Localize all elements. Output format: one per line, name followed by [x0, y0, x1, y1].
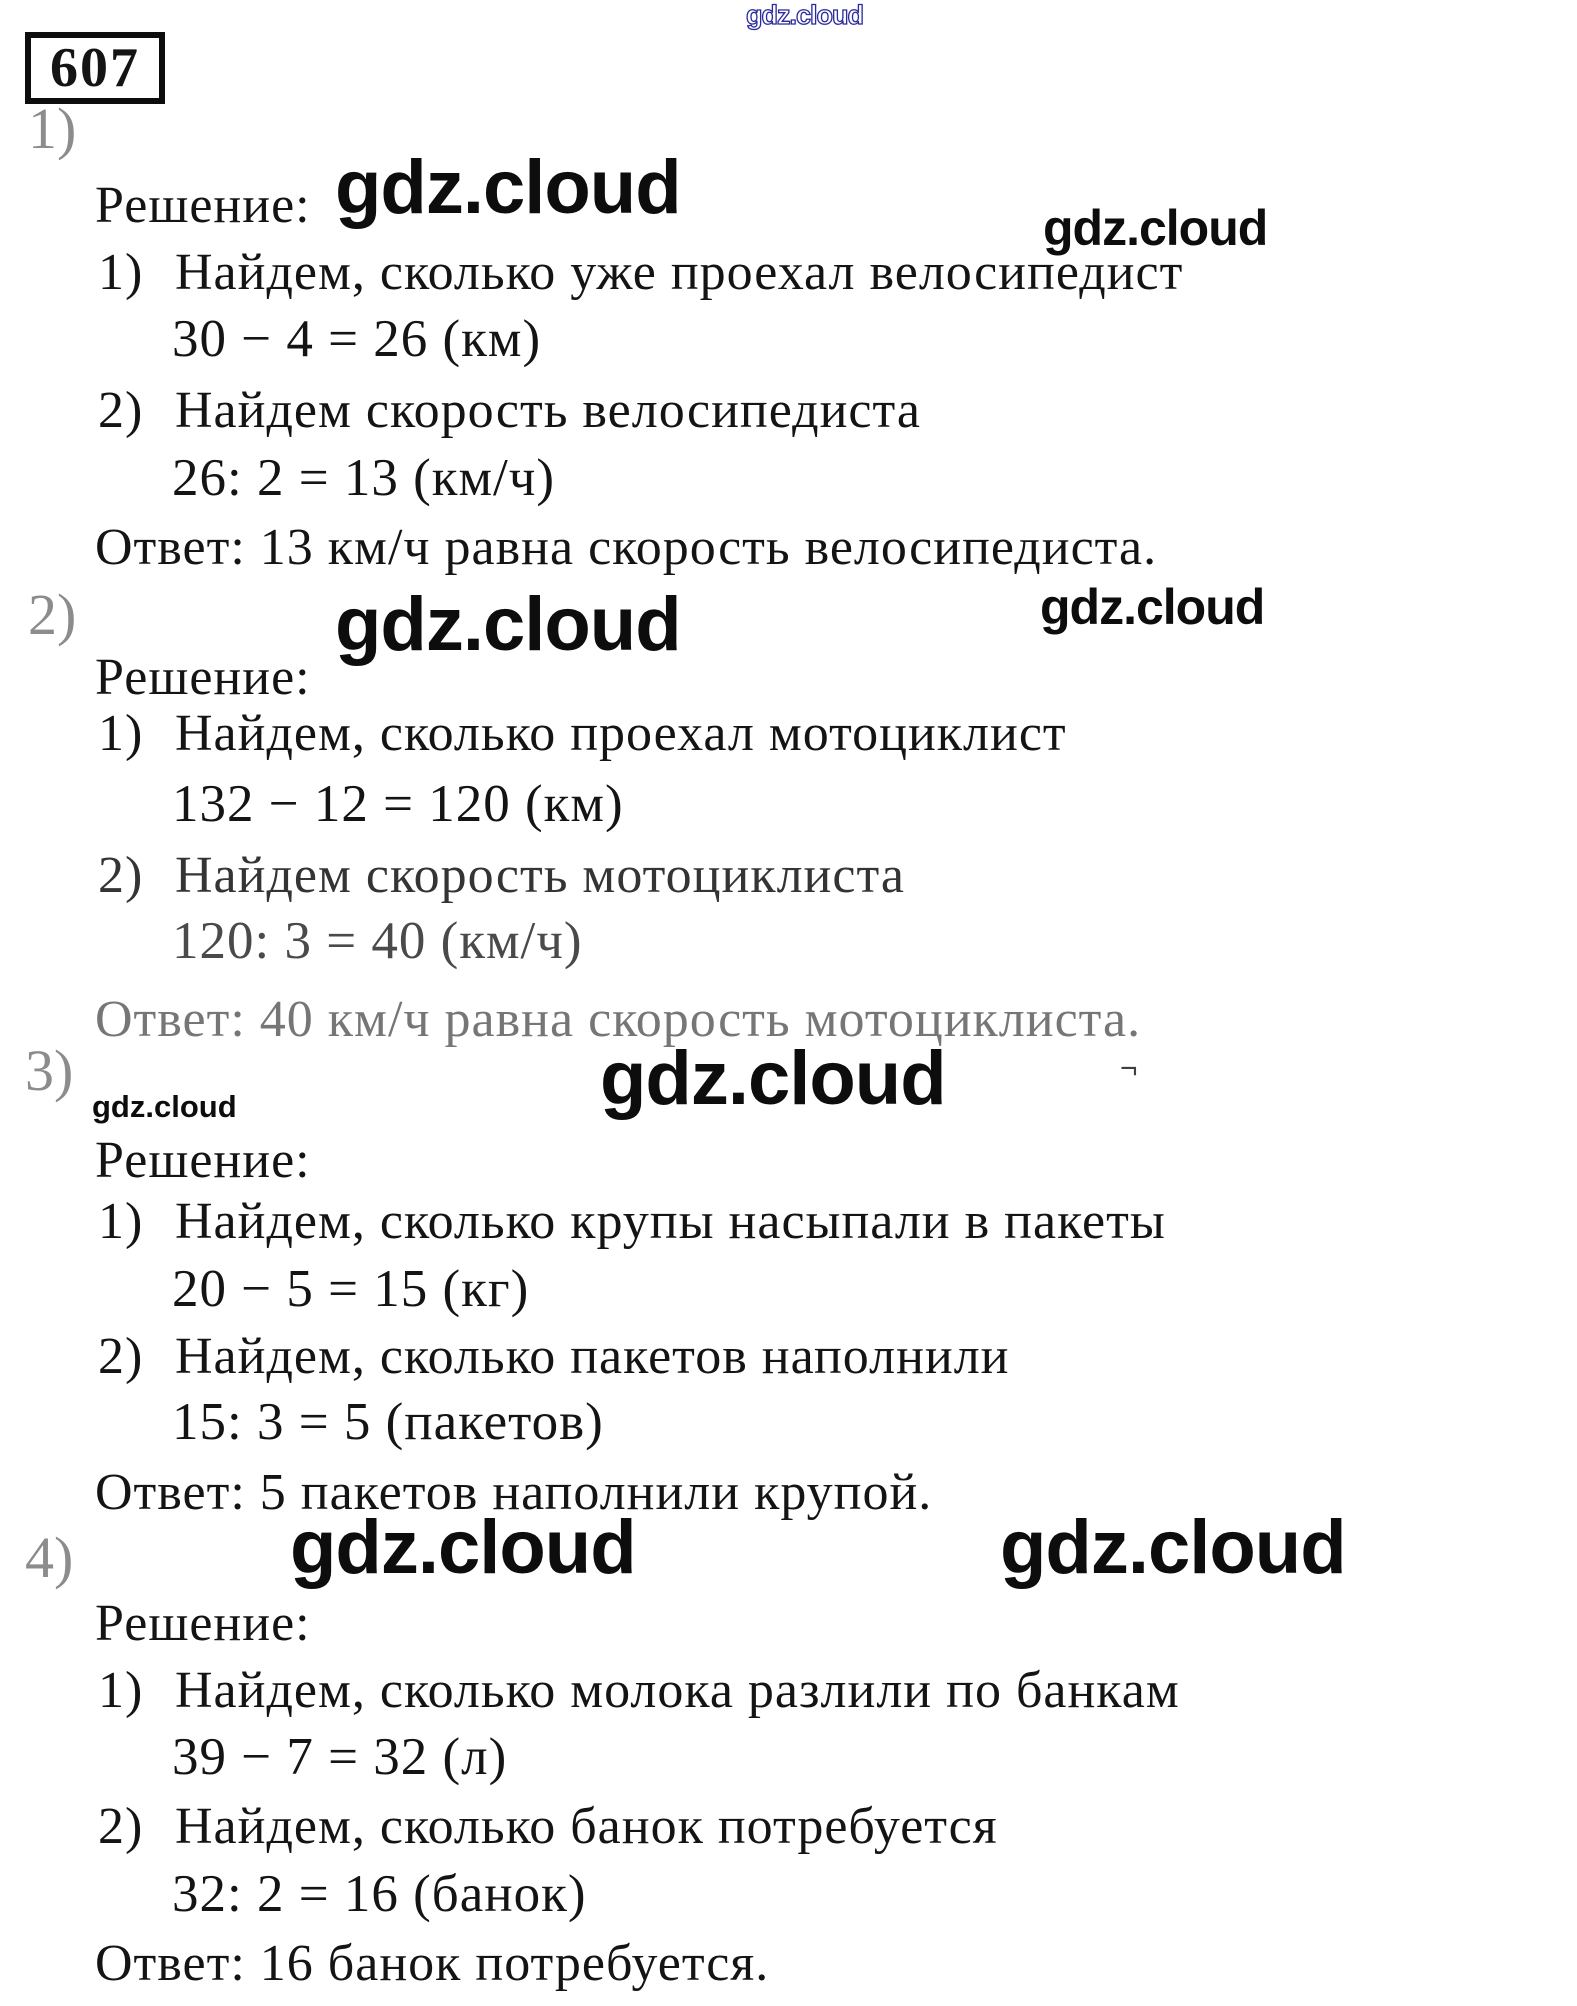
- step-text: Найдем скорость велосипедиста: [175, 382, 921, 439]
- step-number: 1): [98, 244, 144, 301]
- watermark-gdzcloud-section4-right: gdz.cloud: [1000, 1505, 1346, 1590]
- section-3-solution-label: Решение:: [95, 1132, 311, 1189]
- watermark-gdzcloud-section1-big: gdz.cloud: [335, 145, 681, 230]
- step-number: 1): [98, 1662, 144, 1719]
- section-2-expression-1: 132 − 12 = 120 (км): [172, 775, 624, 833]
- section-3-step-2: [98, 1328, 1010, 1385]
- section-3-step-1: [98, 1193, 1166, 1250]
- section-2-step-2: [98, 847, 905, 904]
- watermark-gdzcloud-section3-small: gdz.cloud: [92, 1089, 237, 1124]
- step-number: 2): [98, 847, 144, 904]
- step-text: Найдем скорость мотоциклиста: [175, 847, 905, 904]
- watermark-gdzcloud-top-icon: gdz.cloud: [746, 0, 863, 30]
- step-number: 1): [98, 1193, 144, 1250]
- section-4-solution-label: Решение:: [95, 1595, 311, 1652]
- step-text: Найдем, сколько крупы насыпали в пакеты: [175, 1193, 1166, 1250]
- section-2-marker: 2): [28, 582, 77, 647]
- section-1-solution-label: Решение:: [95, 177, 311, 234]
- section-1-expression-1: 30 − 4 = 26 (км): [172, 310, 542, 368]
- section-1-step-2: [98, 382, 921, 439]
- section-1-marker: 1): [28, 96, 77, 161]
- watermark-gdzcloud-section4-left: gdz.cloud: [290, 1505, 636, 1590]
- step-text: Найдем, сколько молока разлили по банкам: [175, 1662, 1180, 1719]
- section-4-expression-1: 39 − 7 = 32 (л): [172, 1728, 508, 1786]
- section-3-marker: 3): [25, 1038, 74, 1103]
- problem-number-box: [25, 32, 165, 104]
- step-text: Найдем, сколько банок потребуется: [175, 1798, 998, 1855]
- section-4-step-1: [98, 1662, 1180, 1719]
- step-text: Найдем, сколько проехал мотоциклист: [175, 705, 1067, 762]
- watermark-gdzcloud-section2-big: gdz.cloud: [335, 582, 681, 667]
- step-number: 2): [98, 1798, 144, 1855]
- section-1-answer: Ответ: 13 км/ч равна скорость велосипедиста.: [95, 519, 1158, 576]
- section-1-expression-2: 26: 2 = 13 (км/ч): [172, 449, 556, 507]
- step-number: 2): [98, 382, 144, 439]
- watermark-gdzcloud-section3-big: gdz.cloud: [600, 1036, 946, 1121]
- watermark-gdzcloud-section2-right: gdz.cloud: [1040, 579, 1265, 635]
- step-number: 2): [98, 1328, 144, 1385]
- scan-tick-artifact: ¬: [1120, 1052, 1138, 1085]
- step-number: 1): [98, 705, 144, 762]
- section-3-expression-2: 15: 3 = 5 (пакетов): [172, 1393, 604, 1451]
- section-4-marker: 4): [25, 1525, 74, 1590]
- section-2-expression-2: 120: 3 = 40 (км/ч): [172, 912, 583, 970]
- section-2-step-1: [98, 705, 1067, 762]
- section-2-answer: Ответ: 40 км/ч равна скорость мотоциклиста.: [95, 991, 1142, 1048]
- problem-number: 607: [50, 37, 140, 99]
- step-text: Найдем, сколько пакетов наполнили: [175, 1328, 1010, 1385]
- section-2-solution-label: Решение:: [95, 649, 311, 706]
- step-text: Найдем, сколько уже проехал велосипедист: [175, 244, 1184, 301]
- watermark-gdzcloud-section1-right: gdz.cloud: [1043, 200, 1268, 256]
- section-3-answer: Ответ: 5 пакетов наполнили крупой.: [95, 1464, 933, 1521]
- section-3-expression-1: 20 − 5 = 15 (кг): [172, 1260, 530, 1318]
- section-4-step-2: [98, 1798, 998, 1855]
- section-1-step-1: [98, 244, 1184, 301]
- section-4-expression-2: 32: 2 = 16 (банок): [172, 1865, 587, 1923]
- section-4-answer: Ответ: 16 банок потребуется.: [95, 1935, 770, 1992]
